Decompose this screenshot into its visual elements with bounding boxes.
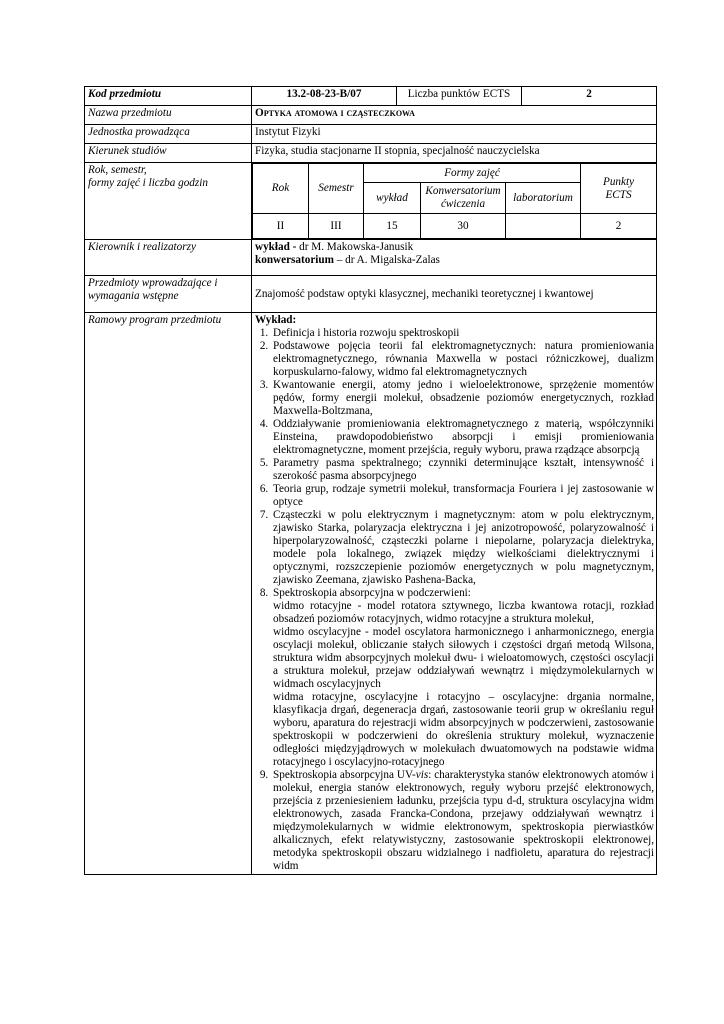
col-conv-line-1: Konwersatorium <box>425 185 501 197</box>
code-label: Kod przedmiotu <box>85 87 252 106</box>
val-points: 2 <box>581 214 657 239</box>
list-item: 9. Spektroskopia absorpcyjna UV-vis: charakterystyka stanów elektronowych atomów i molekuł, energia stanów elektronowych, reguły wyboru przejść elektronowych, przejścia z przeniesieniem ładunku, przejścia typu d-d, struktura oscylacyjna widm elektronowych, zasada Francka-Condona, przejawy oddziaływań wewnątrz i międzymolekularnych w widmie elektronowym, spektroskopia pierwiastków alkalicznych, efekt relatywistyczny, zastosowanie spektroskopii elektronowej, metodyka spektroskopii obszaru widzialnego i nadfioletu, aparatura do rejestracji widm <box>271 769 654 873</box>
list-item: 8. Spektroskopia absorpcyjna w podczerwieni: widmo rotacyjne - model rotatora sztywnego, liczba kwantowa rotacji, rozkład obsadzeń poziomów rotacyjnych, widmo rotacyjne a struktura molekuł, widmo oscylacyjne - model oscylatora harmonicznego i anharmonicznego, energia oscylacji molekuł, obliczanie stałych siłowych i częstości drgań metodą Wilsona, struktura widm absorpcyjnych molekuł dwu- i wieloatomowych, częstości oscylacji a struktura molekuł, przejaw oddziaływań wewnątrz i międzymolekularnych w widmach oscylacyjnych widma rotacyjne, oscylacyjne i rotacyjno – oscylacyjne: drgania normalne, klasyfikacja drgań, degeneracja drgań, zastosowanie teorii grup w określaniu reguł wyboru, aparatura do rejestracji widm absorpcyjnych w podczerwieni, zastosowanie spektroskopii w podczerwieni do określenia struktury molekuł, wyznaczenie odległości międzyjądrowych w molekułach dwuatomowych na podstawie widma rotacyjnego i oscylacyjno-rotacyjnego <box>271 587 654 769</box>
list-item: 3. Kwantowanie energii, atomy jedno i wieloelektronowe, sprzężenie momentów pędów, formy energii molekuł, obsadzenie poziomów energetycznych, rozkład Maxwella-Boltzmana, <box>271 379 654 418</box>
list-item: 7. Cząsteczki w polu elektrycznym i magnetycznym: atom w polu elektrycznym, zjawisko Starka, polaryzacja elektryczna i jej anizotropowość, polaryzowalność i hiperpolaryzowalność, cząsteczki polarne i niepolarne, polaryzacja dielektryka, modele pola lokalnego, związek między wielkościami dielektrycznymi i optycznymi, rozszczepienie poziomów energetycznych w polu magnetycznym, zjawisko Zeemana, zjawisko Pashena-Backa, <box>271 509 654 587</box>
schedule-label-line-1: Rok, semestr, <box>88 164 147 176</box>
prereq-value: Znajomość podstaw optyki klasycznej, mechaniki teoretycznej i kwantowej <box>252 276 657 313</box>
name-label: Nazwa przedmiotu <box>85 106 252 125</box>
program-row <box>85 313 657 875</box>
direction-label: Kierunek studiów <box>85 144 252 163</box>
schedule-row <box>85 163 657 240</box>
prereq-label <box>85 276 252 313</box>
col-year: Rok <box>253 164 309 214</box>
course-sheet <box>84 86 656 875</box>
col-semester: Semestr <box>309 164 364 214</box>
lead-conv-type: konwersatorium <box>255 254 334 266</box>
val-year: II <box>253 214 309 239</box>
unit-value: Instytut Fizyki <box>252 125 657 144</box>
list-item: 6. Teoria grup, rodzaje symetrii molekuł, transformacja Fouriera i jej zastosowanie w optyce <box>271 483 654 509</box>
lead-lecture-type: wykład - <box>255 241 297 253</box>
col-points-line-1: Punkty <box>602 175 635 188</box>
lead-value <box>252 240 657 276</box>
program-title: Wykład: <box>255 314 297 326</box>
course-table <box>84 86 657 875</box>
lead-label: Kierownik i realizatorzy <box>85 240 252 276</box>
col-lecture: wykład <box>364 183 421 214</box>
direction-value: Fizyka, studia stacjonarne II stopnia, specjalność nauczycielska <box>252 144 657 163</box>
schedule-cell <box>252 163 657 240</box>
direction-row <box>85 144 657 163</box>
col-lab: laboratorium <box>506 183 581 214</box>
schedule-label <box>85 163 252 240</box>
ects-value: 2 <box>522 87 657 106</box>
val-lab <box>506 214 581 239</box>
col-conv-line-2: ćwiczenia <box>440 198 486 210</box>
program-label: Ramowy program przedmiotu <box>85 313 252 875</box>
col-points-line-2: ECTS <box>605 188 632 201</box>
list-item: 4. Oddziaływanie promieniowania elektromagnetycznego z materią, współczynniki Einsteina, prawdopodobieństwo absorpcji i emisji promieniowania elektromagnetyczne, moment przejścia, reguły wyboru, prawa rządzące absorpcją <box>271 418 654 457</box>
lead-conv <box>255 254 653 267</box>
val-lecture: 15 <box>364 214 421 239</box>
val-semester: III <box>309 214 364 239</box>
ects-label: Liczba punktów ECTS <box>397 87 522 106</box>
code-value: 13.2-08-23-B/07 <box>252 87 397 106</box>
unit-row <box>85 125 657 144</box>
list-item: 5. Parametry pasma spektralnego; czynniki determinujące kształt, intensywność i szerokość pasma absorpcyjnego <box>271 457 654 483</box>
sub-item-oscillational: widmo oscylacyjne - model oscylatora harmonicznego i anharmonicznego, energia oscylacji molekuł, obliczanie stałych siłowych i częstości drgań metodą Wilsona, struktura widm absorpcyjnych molekuł dwu- i wieloatomowych, częstości oscylacji a struktura molekuł, przejaw oddziaływań wewnątrz i międzymolekularnych w widmach oscylacyjnych <box>273 626 654 690</box>
col-conversatorium <box>421 183 506 214</box>
prereq-label-line-1: Przedmioty wprowadzające i <box>88 277 218 289</box>
list-item: 2. Podstawowe pojęcia teorii fal elektromagnetycznych: natura promieniowania elektromagnetycznego, równania Maxwella w postaci różniczkowej, dualizm korpuskularno-falowy, widmo fal elektromagnetycznych <box>271 340 654 379</box>
sub-item-rotational: widmo rotacyjne - model rotatora sztywnego, liczba kwantowa rotacji, rozkład obsadzeń poziomów rotacyjnych, widmo rotacyjne a struktura molekuł, <box>273 600 654 625</box>
name-row <box>85 106 657 125</box>
col-forms: Formy zajęć <box>364 164 581 183</box>
lead-lecture <box>255 241 653 254</box>
schedule-table <box>252 163 657 239</box>
list-item: 1. Definicja i historia rozwoju spektroskopii <box>271 327 654 340</box>
prereq-label-line-2: wymagania wstępne <box>88 290 179 302</box>
lead-row <box>85 240 657 276</box>
name-value: Optyka atomowa i cząsteczkowa <box>252 106 657 125</box>
lead-conv-name: – dr A. Migalska-Zalas <box>333 254 440 266</box>
lead-lecture-name: dr M. Makowska-Janusik <box>296 241 414 253</box>
sub-item-rot-osc: widma rotacyjne, oscylacyjne i rotacyjno – oscylacyjne: drgania normalne, klasyfikacja drgań, degeneracja drgań, zastosowanie teorii grup w określaniu reguł wyboru, aparatura do rejestracji widm absorpcyjnych w podczerwieni, zastosowanie spektroskopii w podczerwieni do określenia struktury molekuł, wyznaczenie odległości międzyjądrowych w molekułach dwuatomowych na podstawie widma rotacyjnego i oscylacyjno-rotacyjnego <box>273 691 654 768</box>
schedule-label-line-2: formy zajęć i liczba godzin <box>88 177 208 189</box>
program-value <box>252 313 657 875</box>
prereq-row <box>85 276 657 313</box>
program-list <box>255 327 654 873</box>
col-points <box>581 164 657 214</box>
val-conversatorium: 30 <box>421 214 506 239</box>
unit-label: Jednostka prowadząca <box>85 125 252 144</box>
code-row <box>85 87 657 106</box>
